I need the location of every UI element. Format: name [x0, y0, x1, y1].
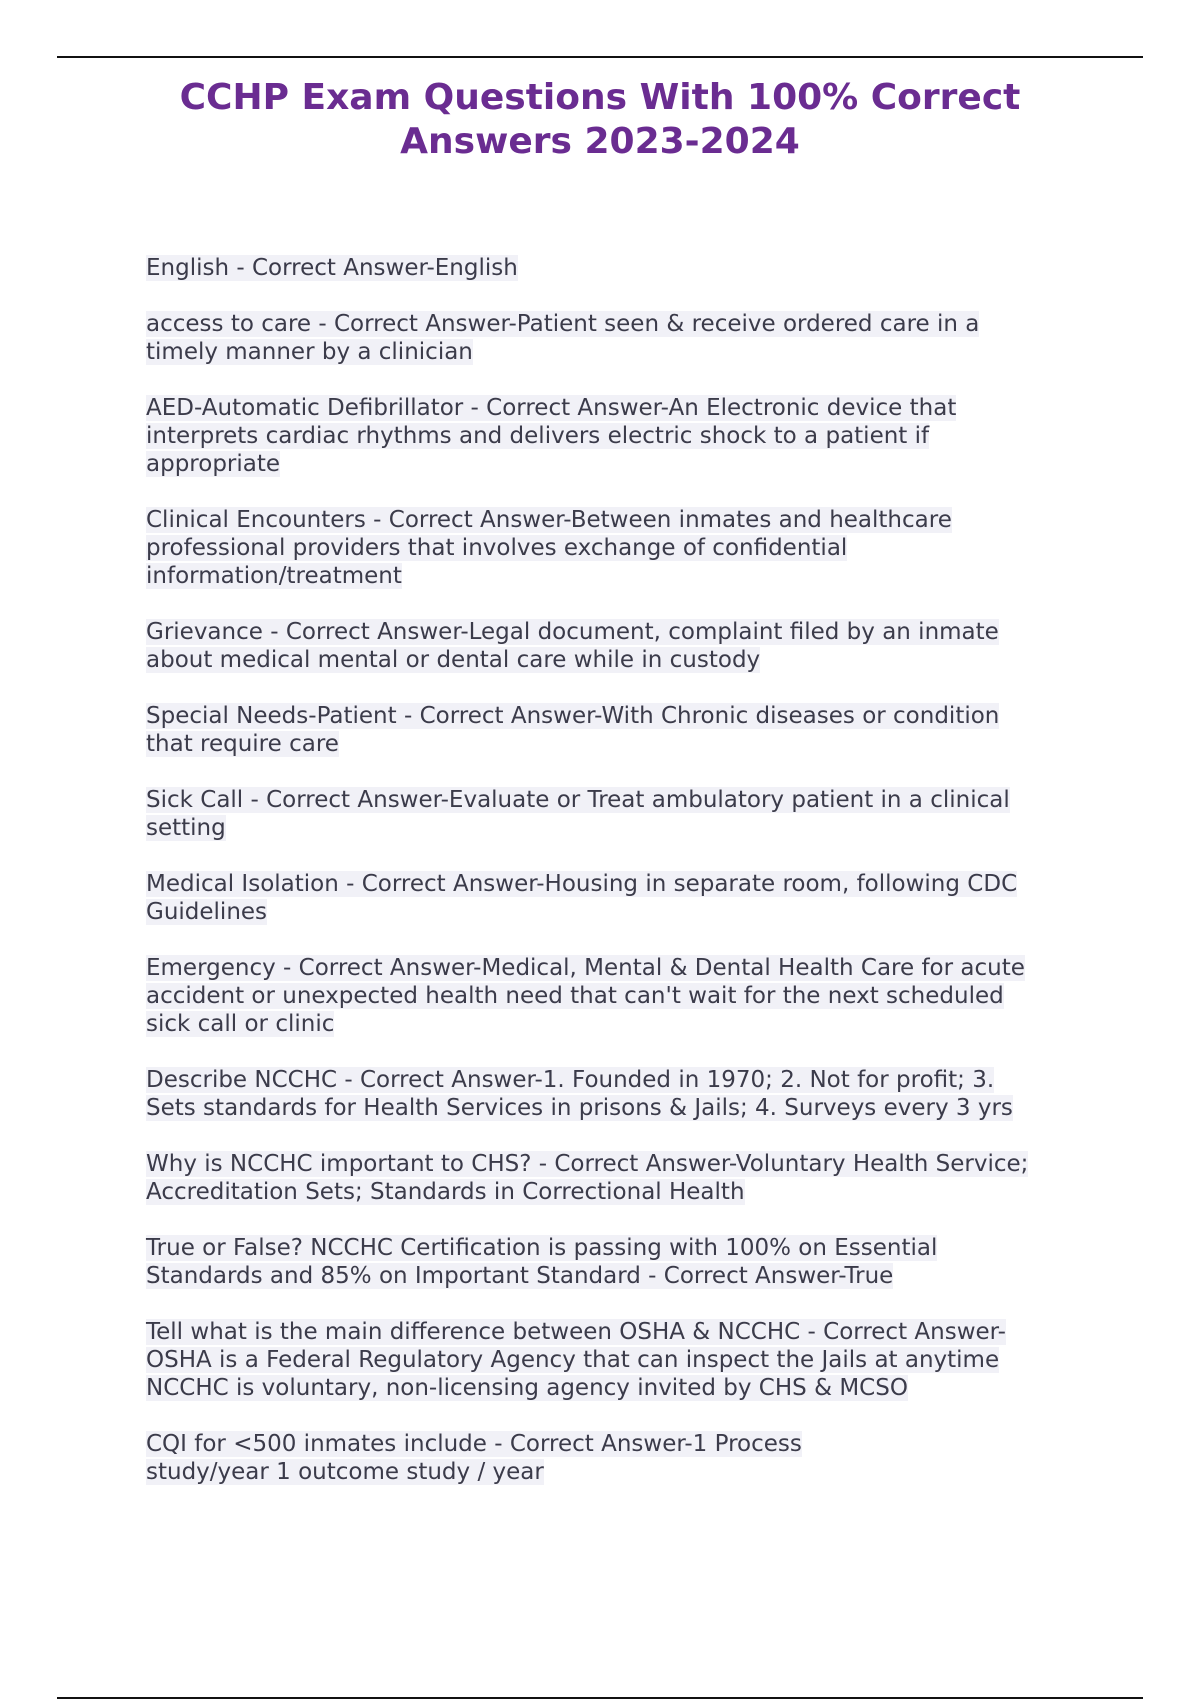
page-title	[120, 76, 1080, 164]
entry-line: setting	[146, 815, 226, 841]
qa-entry	[146, 1430, 1106, 1486]
entry-line: about medical mental or dental care while in custody	[146, 647, 761, 673]
qa-entry	[146, 394, 1106, 478]
entry-line: Medical Isolation - Correct Answer-Housing in separate room, following CDC	[146, 871, 1018, 897]
entry-line: English - Correct Answer-English	[146, 255, 518, 281]
entry-line: interprets cardiac rhythms and delivers electric shock to a patient if	[146, 423, 930, 449]
entry-line: AED-Automatic Defibrillator - Correct Answer-An Electronic device that	[146, 395, 957, 421]
entry-line: accident or unexpected health need that can't wait for the next scheduled	[146, 983, 1004, 1009]
entry-line: Grievance - Correct Answer-Legal document, complaint filed by an inmate	[146, 619, 999, 645]
entry-line: Accreditation Sets; Standards in Correctional Health	[146, 1179, 745, 1205]
entry-line: Tell what is the main difference between OSHA & NCCHC - Correct Answer-	[146, 1319, 1006, 1345]
entry-line: Special Needs-Patient - Correct Answer-With Chronic diseases or condition	[146, 703, 1000, 729]
entry-line: Guidelines	[146, 899, 268, 925]
bottom-divider	[57, 1697, 1143, 1699]
entry-line: OSHA is a Federal Regulatory Agency that can inspect the Jails at anytime	[146, 1347, 1000, 1373]
qa-list	[146, 254, 1106, 1514]
title-line-2: Answers 2023-2024	[400, 121, 800, 162]
qa-entry	[146, 506, 1106, 590]
entry-line: NCCHC is voluntary, non-licensing agency invited by CHS & MCSO	[146, 1375, 908, 1401]
entry-line: Sets standards for Health Services in prisons & Jails; 4. Surveys every 3 yrs	[146, 1095, 1013, 1121]
qa-entry	[146, 954, 1106, 1038]
entry-line: that require care	[146, 731, 339, 757]
qa-entry	[146, 254, 1106, 282]
qa-entry	[146, 1234, 1106, 1290]
entry-line: appropriate	[146, 451, 281, 477]
qa-entry	[146, 1066, 1106, 1122]
entry-line: professional providers that involves exchange of confidential	[146, 535, 848, 561]
entry-line: Describe NCCHC - Correct Answer-1. Founded in 1970; 2. Not for profit; 3.	[146, 1067, 995, 1093]
entry-line: access to care - Correct Answer-Patient seen & receive ordered care in a	[146, 311, 980, 337]
entry-line: study/year 1 outcome study / year	[146, 1459, 544, 1485]
entry-line: Why is NCCHC important to CHS? - Correct Answer-Voluntary Health Service;	[146, 1151, 1029, 1177]
entry-line: Sick Call - Correct Answer-Evaluate or Treat ambulatory patient in a clinical	[146, 787, 1010, 813]
qa-entry	[146, 870, 1106, 926]
qa-entry	[146, 618, 1106, 674]
entry-line: Emergency - Correct Answer-Medical, Mental & Dental Health Care for acute	[146, 955, 1025, 981]
entry-line: Standards and 85% on Important Standard - Correct Answer-True	[146, 1263, 894, 1289]
entry-line: Clinical Encounters - Correct Answer-Between inmates and healthcare	[146, 507, 952, 533]
qa-entry	[146, 702, 1106, 758]
qa-entry	[146, 1318, 1106, 1402]
top-divider	[57, 56, 1143, 58]
entry-line: sick call or clinic	[146, 1011, 335, 1037]
entry-line: True or False? NCCHC Certification is passing with 100% on Essential	[146, 1235, 938, 1261]
qa-entry	[146, 310, 1106, 366]
qa-entry	[146, 1150, 1106, 1206]
entry-line: information/treatment	[146, 563, 402, 589]
qa-entry	[146, 786, 1106, 842]
entry-line: CQI for <500 inmates include - Correct Answer-1 Process	[146, 1431, 802, 1457]
title-line-1: CCHP Exam Questions With 100% Correct	[179, 77, 1021, 118]
entry-line: timely manner by a clinician	[146, 339, 473, 365]
